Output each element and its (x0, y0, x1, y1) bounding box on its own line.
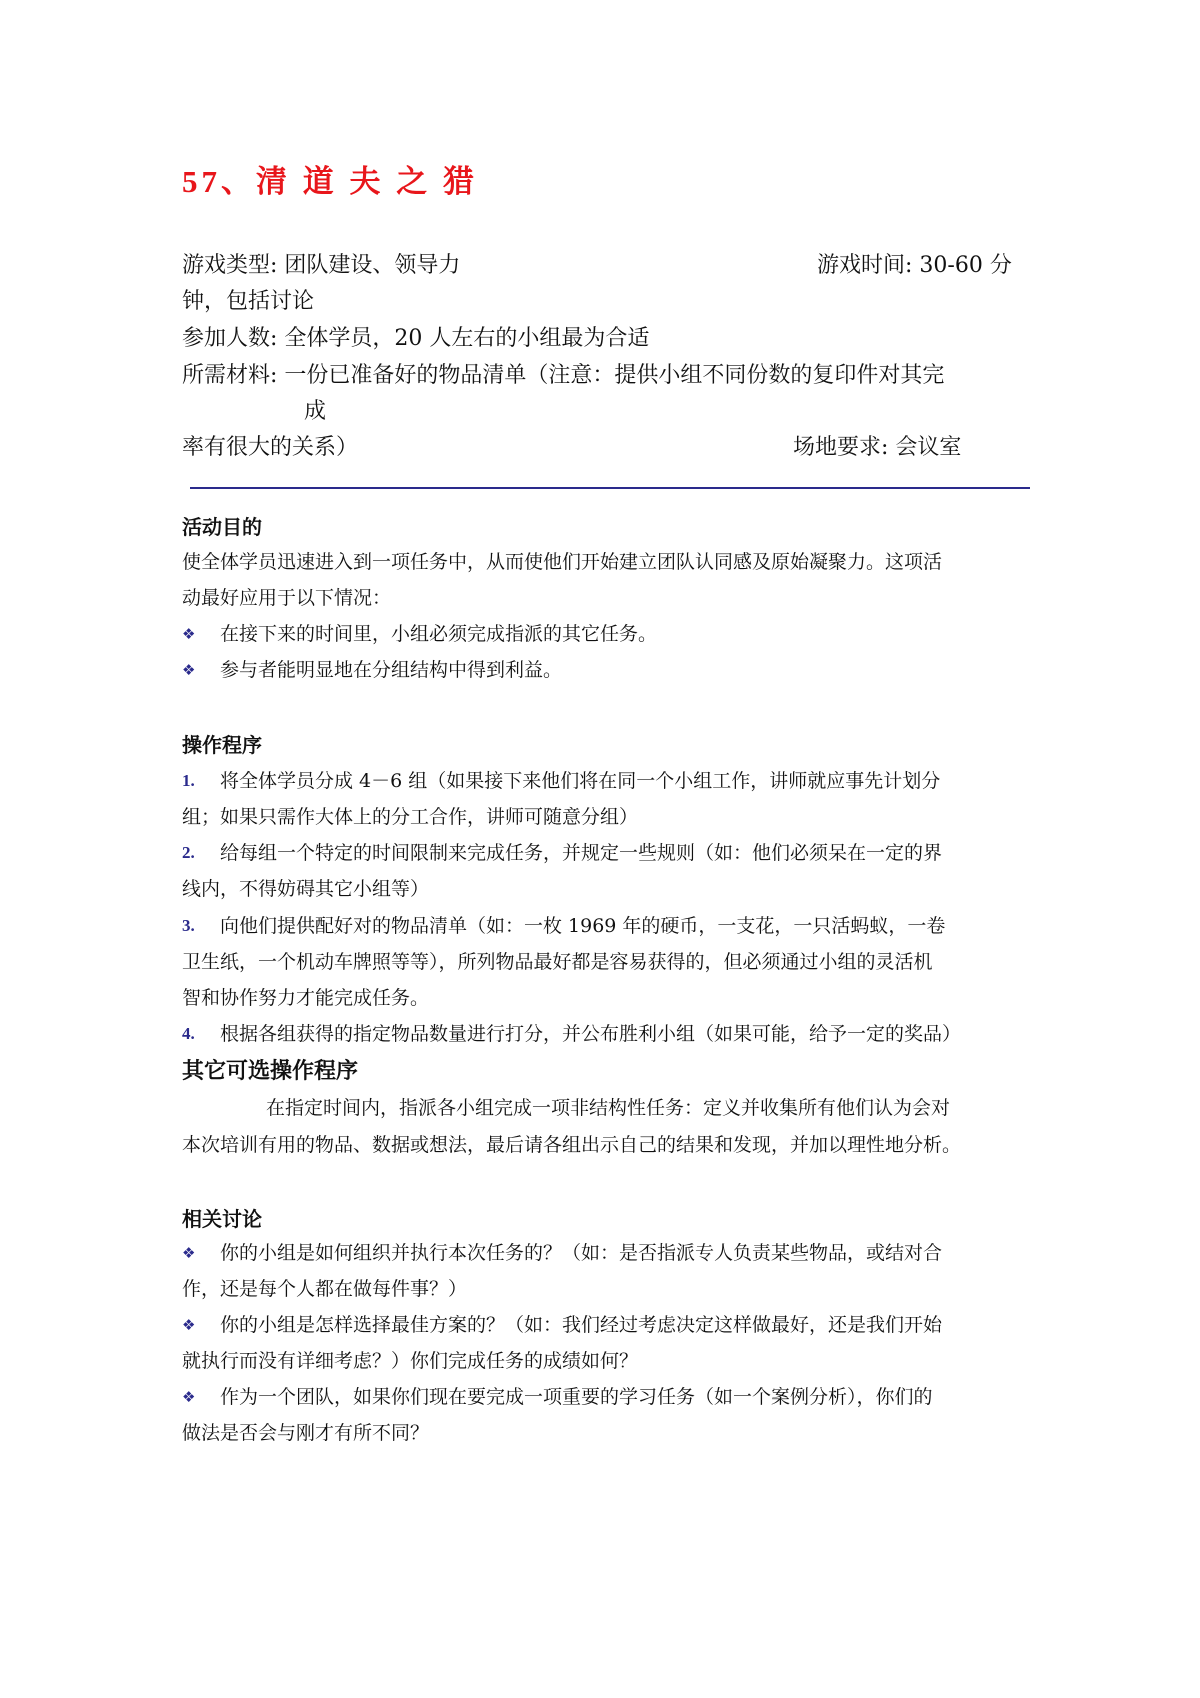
diamond-bullet-icon: ❖ (182, 1244, 196, 1262)
alt-text-line-1: 在指定时间内，指派各小组完成一项非结构性任务：定义并收集所有他们认为会对 (266, 1097, 951, 1119)
discussion-text: 作，还是每个人都在做每件事？） (182, 1278, 468, 1300)
game-time: 游戏时间: 30-60 分 (817, 253, 1012, 278)
discussion-heading: 相关讨论 (182, 1207, 262, 1231)
page-title: 57、清 道 夫 之 猎 (182, 164, 478, 199)
step-text: 给每组一个特定的时间限制来完成任务，并规定一些规则（如：他们必须呆在一定的界 (220, 842, 943, 864)
step-number: 2. (182, 843, 195, 862)
alt-procedure-heading: 其它可选操作程序 (182, 1059, 359, 1084)
step-text: 组；如果只需作大体上的分工合作，讲师可随意分组） (182, 806, 639, 828)
diamond-bullet-icon: ❖ (182, 1316, 196, 1334)
discussion-text: 你的小组是怎样选择最佳方案的？（如：我们经过考虑决定这样做最好，还是我们开始 (220, 1314, 943, 1336)
discussion-text: 就执行而没有详细考虑？）你们完成任务的成绩如何？ (182, 1350, 639, 1372)
step-number: 1. (182, 771, 195, 790)
game-type: 游戏类型: 团队建设、领导力 (182, 253, 461, 278)
step-text: 根据各组获得的指定物品数量进行打分，并公布胜利小组（如果可能，给予一定的奖品） (220, 1023, 962, 1045)
discussion-text: 作为一个团队，如果你们现在要完成一项重要的学习任务（如一个案例分析），你们的 (220, 1386, 933, 1408)
venue: 场地要求: 会议室 (793, 435, 962, 460)
purpose-heading: 活动目的 (182, 515, 262, 539)
participants: 参加人数: 全体学员，20 人左右的小组最为合适 (182, 326, 650, 351)
diamond-bullet-icon: ❖ (182, 661, 196, 679)
step-text: 卫生纸，一个机动车牌照等等），所列物品最好都是容易获得的，但必须通过小组的灵活机 (182, 951, 933, 973)
diamond-bullet-icon: ❖ (182, 1388, 196, 1406)
purpose-bullet-text: 参与者能明显地在分组结构中得到利益。 (220, 659, 563, 681)
purpose-bullet-text: 在接下来的时间里，小组必须完成指派的其它任务。 (220, 623, 658, 645)
alt-text-line-2: 本次培训有用的物品、数据或想法，最后请各组出示自己的结果和发现，并加以理性地分析。 (182, 1134, 962, 1156)
materials-line-3: 率有很大的关系） (182, 435, 359, 460)
step-text: 线内，不得妨碍其它小组等） (182, 878, 430, 900)
discussion-text: 做法是否会与刚才有所不同？ (182, 1422, 430, 1444)
step-text: 将全体学员分成 4－6 组（如果接下来他们将在同一个小组工作，讲师就应事先计划分 (220, 770, 941, 792)
materials-line-2: 成 (304, 399, 327, 424)
step-number: 4. (182, 1024, 195, 1043)
discussion-text: 你的小组是如何组织并执行本次任务的？（如：是否指派专人负责某些物品，或结对合 (220, 1242, 943, 1264)
purpose-intro (182, 544, 1022, 616)
step-text: 智和协作努力才能完成任务。 (182, 987, 430, 1009)
header-divider (190, 487, 1030, 489)
game-time-continued: 钟，包括讨论 (182, 289, 315, 314)
diamond-bullet-icon: ❖ (182, 625, 196, 643)
materials-line-1: 所需材料: 一份已准备好的物品清单（注意：提供小组不同份数的复印件对其完 (182, 363, 945, 388)
step-text: 向他们提供配好对的物品清单（如：一枚 1969 年的硬币，一支花，一只活蚂蚁，一卷 (220, 915, 946, 937)
step-number: 3. (182, 916, 195, 935)
purpose-intro-line-2: 动最好应用于以下情况： (182, 587, 392, 609)
procedure-heading: 操作程序 (182, 733, 262, 757)
purpose-intro-line-1: 使全体学员迅速进入到一项任务中，从而使他们开始建立团队认同感及原始凝聚力。这项活 (182, 551, 943, 573)
